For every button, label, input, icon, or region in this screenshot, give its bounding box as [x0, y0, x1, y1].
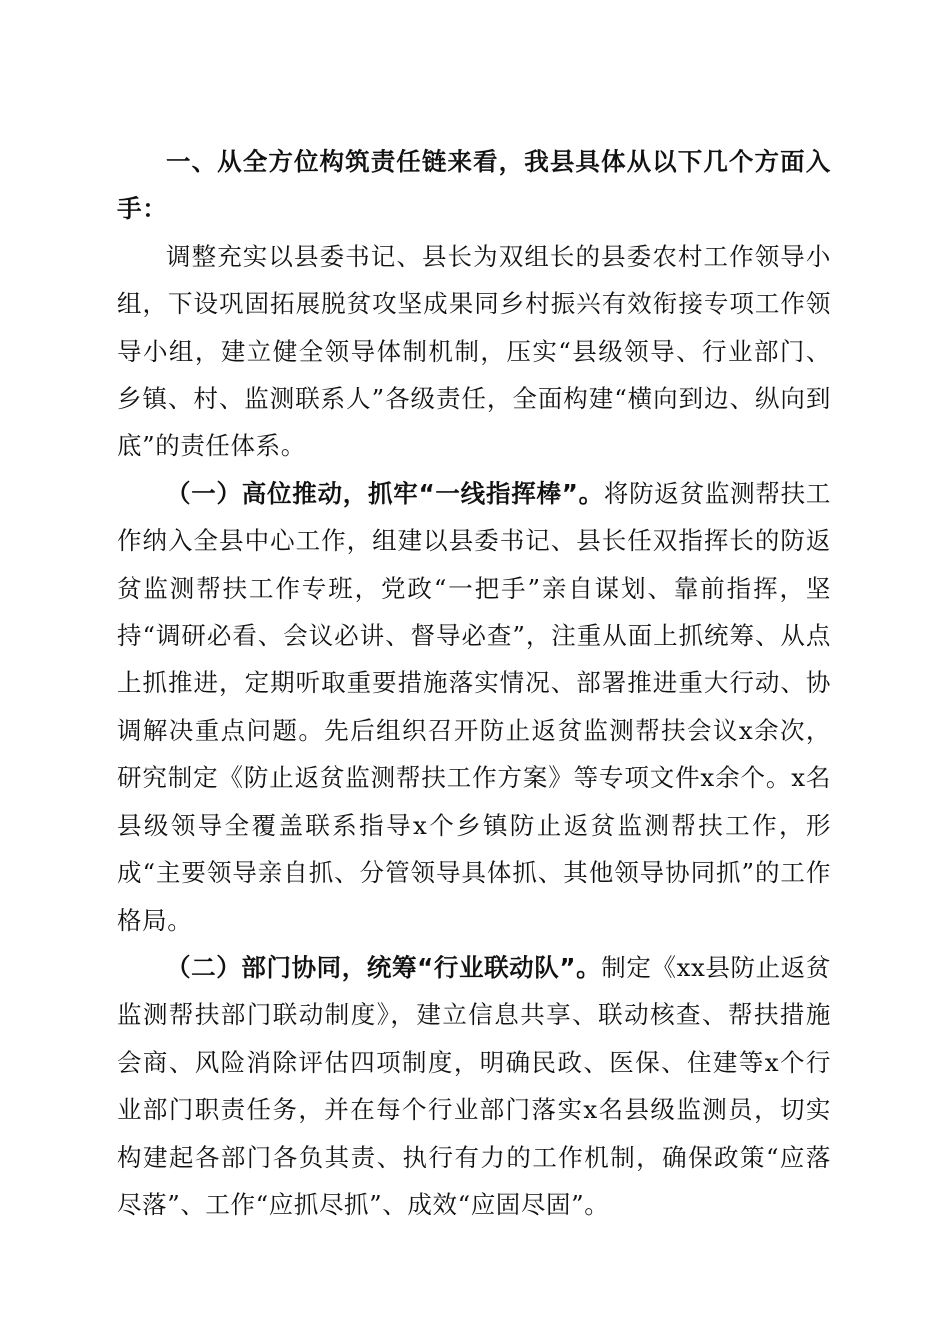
- section-2-paragraph: [117, 944, 831, 1228]
- section-heading: 一、从全方位构筑责任链来看，我县具体从以下几个方面入手：: [117, 147, 831, 224]
- section-1-title: （一）高位推动，抓牢“一线指挥棒”。: [166, 478, 604, 508]
- section-2-body: 制定《xx县防止返贫监测帮扶部门联动制度》，建立信息共享、联动核查、帮扶措施会商、风险消除评估四项制度，明确民政、医保、住建等x个行业部门职责任务，并在每个行业部门落实x名县级监测员，切实构建起各部门各负其责、执行有力的工作机制，确保政策“应落尽落”、工作“应抓尽抓”、成效“应固尽固”。: [117, 952, 831, 1219]
- intro-paragraph: 调整充实以县委书记、县长为双组长的县委农村工作领导小组，下设巩固拓展脱贫攻坚成果同乡村振兴有效衔接专项工作领导小组，建立健全领导体制机制，压实“县级领导、行业部门、乡镇、村、监测联系人”各级责任，全面构建“横向到边、纵向到底”的责任体系。: [117, 241, 831, 461]
- document-body: [117, 138, 831, 1228]
- section-2-title: （二）部门协同，统筹“行业联动队”。: [166, 952, 602, 982]
- section-1-paragraph: [117, 470, 831, 944]
- section-1-body: 将防返贫监测帮扶工作纳入全县中心工作，组建以县委书记、县长任双指挥长的防返贫监测帮扶工作专班，党政“一把手”亲自谋划、靠前指挥，坚持“调研必看、会议必讲、督导必查”，注重从面上抓统筹、从点上抓推进，定期听取重要措施落实情况、部署推进重大行动、协调解决重点问题。先后组织召开防止返贫监测帮扶会议x余次，研究制定《防止返贫监测帮扶工作方案》等专项文件x余个。x名县级领导全覆盖联系指导x个乡镇防止返贫监测帮扶工作，形成“主要领导亲自抓、分管领导具体抓、其他领导协同抓”的工作格局。: [117, 478, 831, 935]
